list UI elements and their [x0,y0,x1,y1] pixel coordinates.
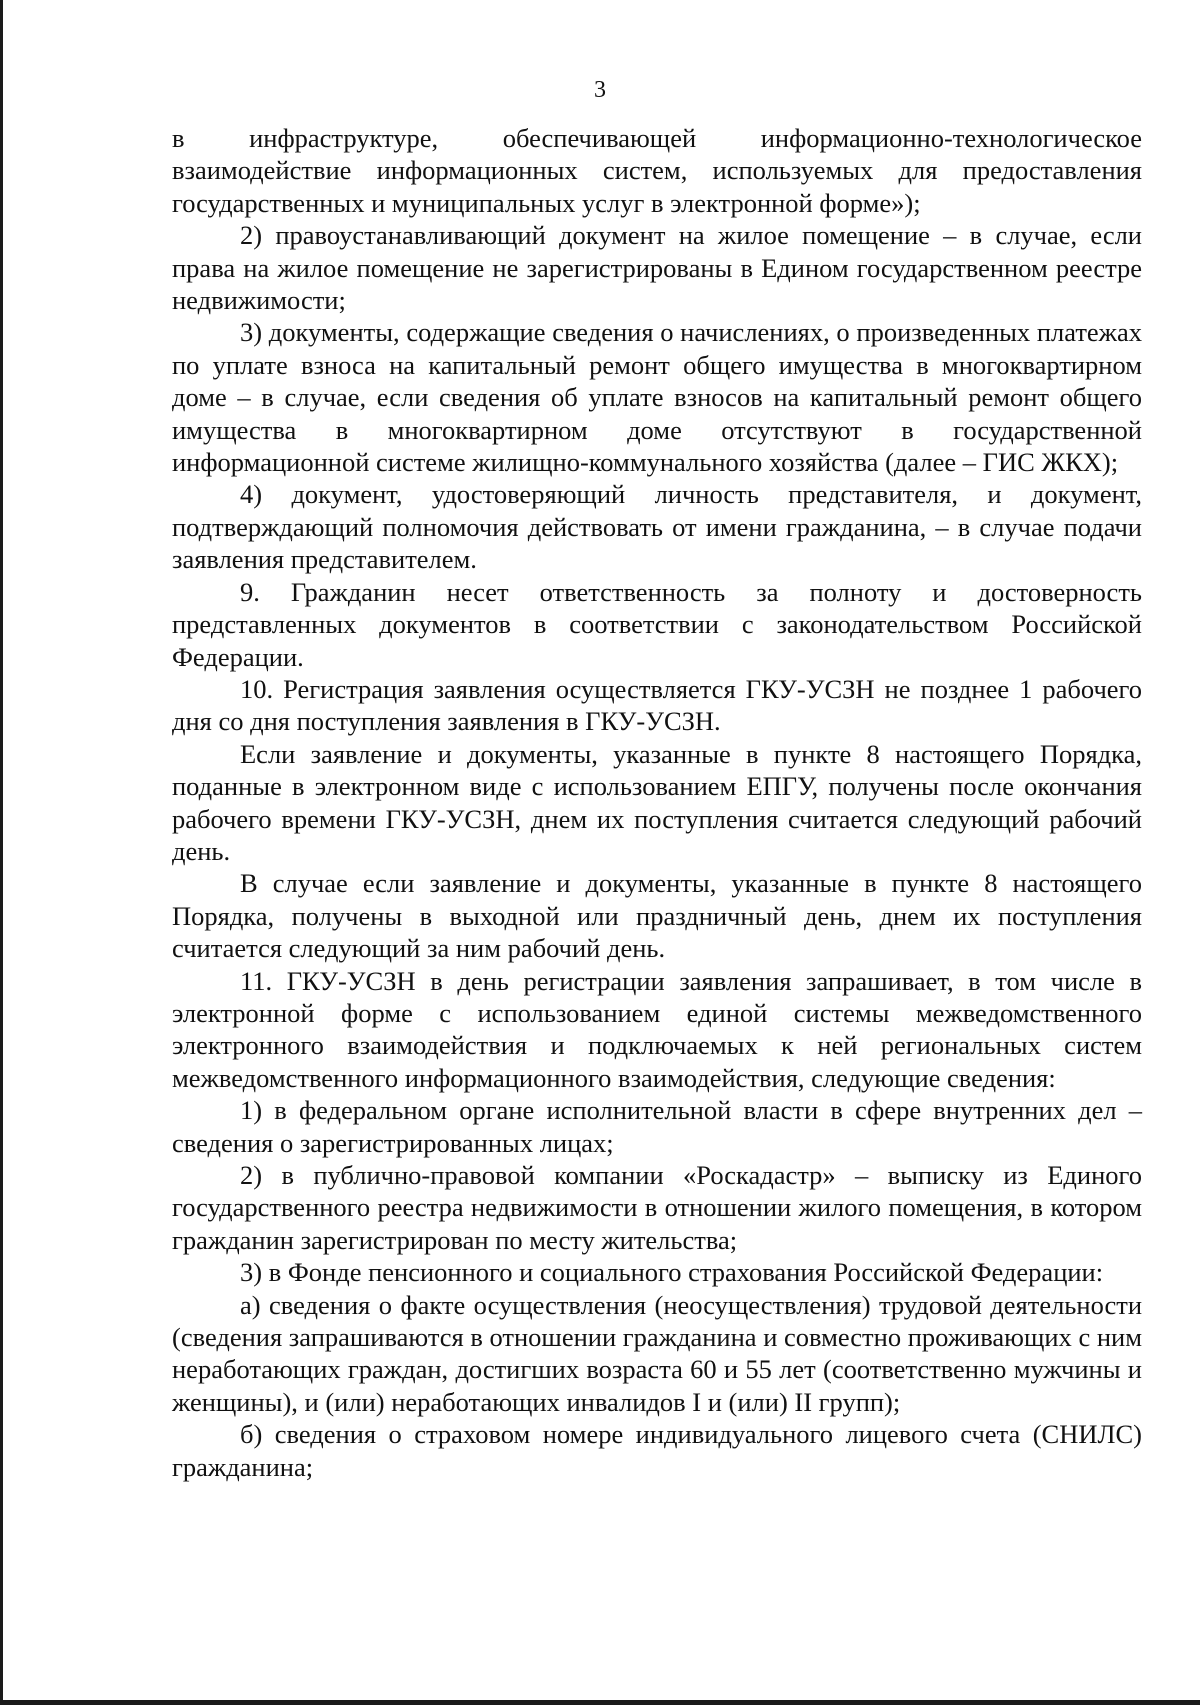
paragraph-clause-10-part-3: В случае если заявление и документы, указанные в пункте 8 настоящего Порядка, получены в выходной или праздничный день, днем их поступления считается следующий за ним рабочий день. [172,868,1142,964]
paragraph-clause-10: 10. Регистрация заявления осуществляется ГКУ-УСЗН не позднее 1 рабочего дня со дня поступления заявления в ГКУ-УСЗН. [172,673,1142,737]
paragraph-continuation: в инфраструктуре, обеспечивающей информационно-технологическое взаимодействие информационных систем, используемых для предоставления государственных и муниципальных услуг в электронной форме»); [172,123,1142,218]
paragraph-clause-10-part-2: Если заявление и документы, указанные в пункте 8 настоящего Порядка, поданные в электронном виде с использованием ЕПГУ, получены после окончания рабочего времени ГКУ-УСЗН, днем их поступления считается следующий рабочий день. [172,738,1142,866]
document-body [172,122,1142,1483]
paragraph-item-2: 2) правоустанавливающий документ на жилое помещение – в случае, если права на жилое помещение не зарегистрированы в Едином государственном реестре недвижимости; [172,220,1142,316]
scan-edge-left [0,0,3,1705]
paragraph-clause-11-item-1: 1) в федеральном органе исполнительной власти в сфере внутренних дел – сведения о зарегистрированных лицах; [172,1095,1142,1158]
paragraph-clause-11: 11. ГКУ-УСЗН в день регистрации заявления запрашивает, в том числе в электронной форме с использованием единой системы межведомственного электронного взаимодействия и подключаемых к ней региональных систем межведомственного информационного взаимодействия, следующие сведения: [172,965,1142,1093]
paragraph-item-4: 4) документ, удостоверяющий личность представителя, и документ, подтверждающий полномочия действовать от имени гражданина, – в случае подачи заявления представителем. [172,479,1142,575]
paragraph-clause-9: 9. Гражданин несет ответственность за полноту и достоверность представленных документов в соответствии с законодательством Российской Федерации. [172,576,1142,672]
page-number: 3 [594,77,606,103]
paragraph-clause-11-item-3: 3) в Фонде пенсионного и социального страхования Российской Федерации: [240,1257,1104,1288]
scan-edge-bottom [0,1700,1200,1705]
paragraph-clause-11-item-2: 2) в публично-правовой компании «Роскадастр» – выписку из Единого государственного реестра недвижимости в отношении жилого помещения, в котором гражданин зарегистрирован по месту жительства; [172,1160,1142,1255]
paragraph-subitem-b: б) сведения о страховом номере индивидуального лицевого счета (СНИЛС) гражданина; [172,1419,1142,1482]
paragraph-subitem-a: а) сведения о факте осуществления (неосуществления) трудовой деятельности (сведения запрашиваются в отношении гражданина и совместно проживающих с ним неработающих граждан, достигших возраста 60 и 55 лет (соответственно мужчины и женщины), и (или) неработающих инвалидов I и (или) II групп); [172,1289,1142,1417]
paragraph-item-3: 3) документы, содержащие сведения о начислениях, о произведенных платежах по уплате взноса на капитальный ремонт общего имущества в многоквартирном доме – в случае, если сведения об уплате взносов на капитальный ремонт общего имущества в многоквартирном доме отсутствуют в государственной информационной системе жилищно-коммунального хозяйства (далее – ГИС ЖКХ); [172,317,1142,478]
